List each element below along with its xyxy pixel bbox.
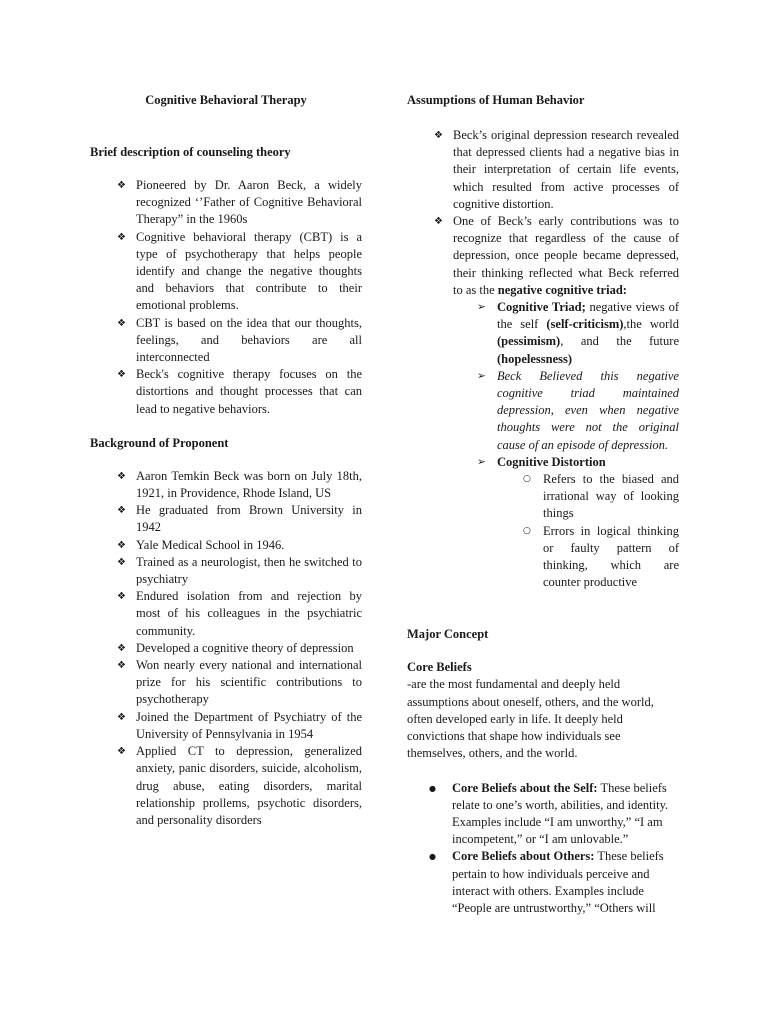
major-concept-heading: Major Concept (407, 627, 489, 642)
triad-self-criticism: (self-criticism) (546, 317, 624, 332)
triad-italic-note: ➢ Beck Believed this negative cognitive triad maintained depression, even when negative thoughts were not the original cause of an episode of depression. (453, 368, 679, 454)
right-column (407, 92, 679, 917)
cognitive-distortion-label: Cognitive Distortion (497, 454, 606, 469)
triad-pessimism: (pessimism) (497, 334, 561, 349)
list-item: ❖ Trained as a neurologist, then he switched to psychiatry (90, 554, 362, 588)
background-heading: Background of Proponent (90, 435, 229, 450)
list-item-text: One of Beck’s early contributions was to recognize that regardless of the cause of depression, once people became depressed, their thinking reflected what Beck referred to as the (453, 214, 679, 297)
triad-text: , and the future (560, 334, 679, 349)
core-beliefs-self-text: These beliefs relate to one’s worth, abilities, and identity. Examples include “I am unworthy,” “I am incompetent,” or “I am unlovable.” (452, 780, 669, 847)
list-item: ❖ Cognitive behavioral therapy (CBT) is a type of psychotherapy that helps people identify and change the negative thoughts and behaviors that contribute to their emotional problems. (90, 229, 362, 315)
core-beliefs-others-label: Core Beliefs about Others: (452, 849, 595, 864)
core-beliefs-self-label: Core Beliefs about the Self: (452, 780, 598, 795)
triad-hopelessness: (hopelessness) (497, 351, 573, 366)
list-item: ❖ Pioneered by Dr. Aaron Beck, a widely recognized ‘’Father of Cognitive Behavioral Therapy” in the 1960s (90, 177, 362, 229)
brief-description-list (90, 177, 362, 418)
list-item: ○ Errors in logical thinking or faulty pattern of thinking, which are counter productive (497, 523, 679, 592)
list-item: ❖ Developed a cognitive theory of depression (90, 640, 362, 657)
list-item: ❖ Aaron Temkin Beck was born on July 18th, 1921, in Providence, Rhode Island, US (90, 468, 362, 502)
list-item: ❖ Yale Medical School in 1946. (90, 537, 362, 554)
negative-cognitive-triad-label: negative cognitive triad: (497, 282, 627, 297)
triad-text: negative views of the self (497, 300, 679, 332)
cognitive-triad-item (453, 299, 679, 368)
core-beliefs-list (407, 780, 679, 918)
triad-list (453, 299, 679, 471)
list-item: ❖ Endured isolation from and rejection by most of his colleagues in the psychiatric community. (90, 588, 362, 640)
distortion-sublist-wrapper (453, 471, 679, 591)
list-item (407, 213, 679, 299)
core-beliefs-description: -are the most fundamental and deeply held assumptions about oneself, others, and the world, often developed early in life. It deeply held convictions that shape how individuals see themselves, others, and the world. (407, 677, 654, 761)
document-title: Cognitive Behavioral Therapy (145, 93, 307, 107)
assumptions-title: Assumptions of Human Behavior (407, 93, 585, 107)
cognitive-distortion-item (453, 454, 679, 471)
background-list (90, 468, 362, 829)
distortion-sublist-container (453, 471, 679, 591)
list-item: ❖ He graduated from Brown University in 1942 (90, 502, 362, 536)
list-item: ❖ Beck's cognitive therapy focuses on the distortions and thought processes that can lead to negative behaviors. (90, 366, 362, 418)
brief-description-heading: Brief description of counseling theory (90, 145, 291, 159)
list-item: ❖ CBT is based on the idea that our thoughts, feelings, and behaviors are all interconnected (90, 315, 362, 367)
distortion-sublist (497, 471, 679, 591)
list-item: ❖ Applied CT to depression, generalized anxiety, panic disorders, suicide, alcoholism, drug abuse, eating disorders, marital relationship prollems, psychotic disorders, and personality disorders (90, 743, 362, 829)
list-item: ❖ Won nearly every national and international prize for his scientific contributions to psychotherapy (90, 657, 362, 709)
left-column (90, 92, 362, 829)
triad-text: ,the world (623, 317, 680, 332)
list-item: ❖ Joined the Department of Psychiatry of the University of Pennsylvania in 1954 (90, 709, 362, 743)
list-item: ○ Refers to the biased and irrational way of looking things (497, 471, 679, 523)
assumptions-list (407, 127, 679, 299)
core-beliefs-others-text: These beliefs pertain to how individuals perceive and interact with others. Examples include “People are untrustworthy,” “Others will (452, 849, 664, 915)
list-item: ❖ Beck’s original depression research revealed that depressed clients had a negative bias in their interpretation of certain life events, which resulted from active processes of cognitive distortion. (407, 127, 679, 213)
cognitive-triad-label: Cognitive Triad; (497, 300, 586, 315)
list-item (407, 780, 679, 849)
list-item (407, 848, 679, 917)
core-beliefs-heading: Core Beliefs (407, 660, 472, 675)
